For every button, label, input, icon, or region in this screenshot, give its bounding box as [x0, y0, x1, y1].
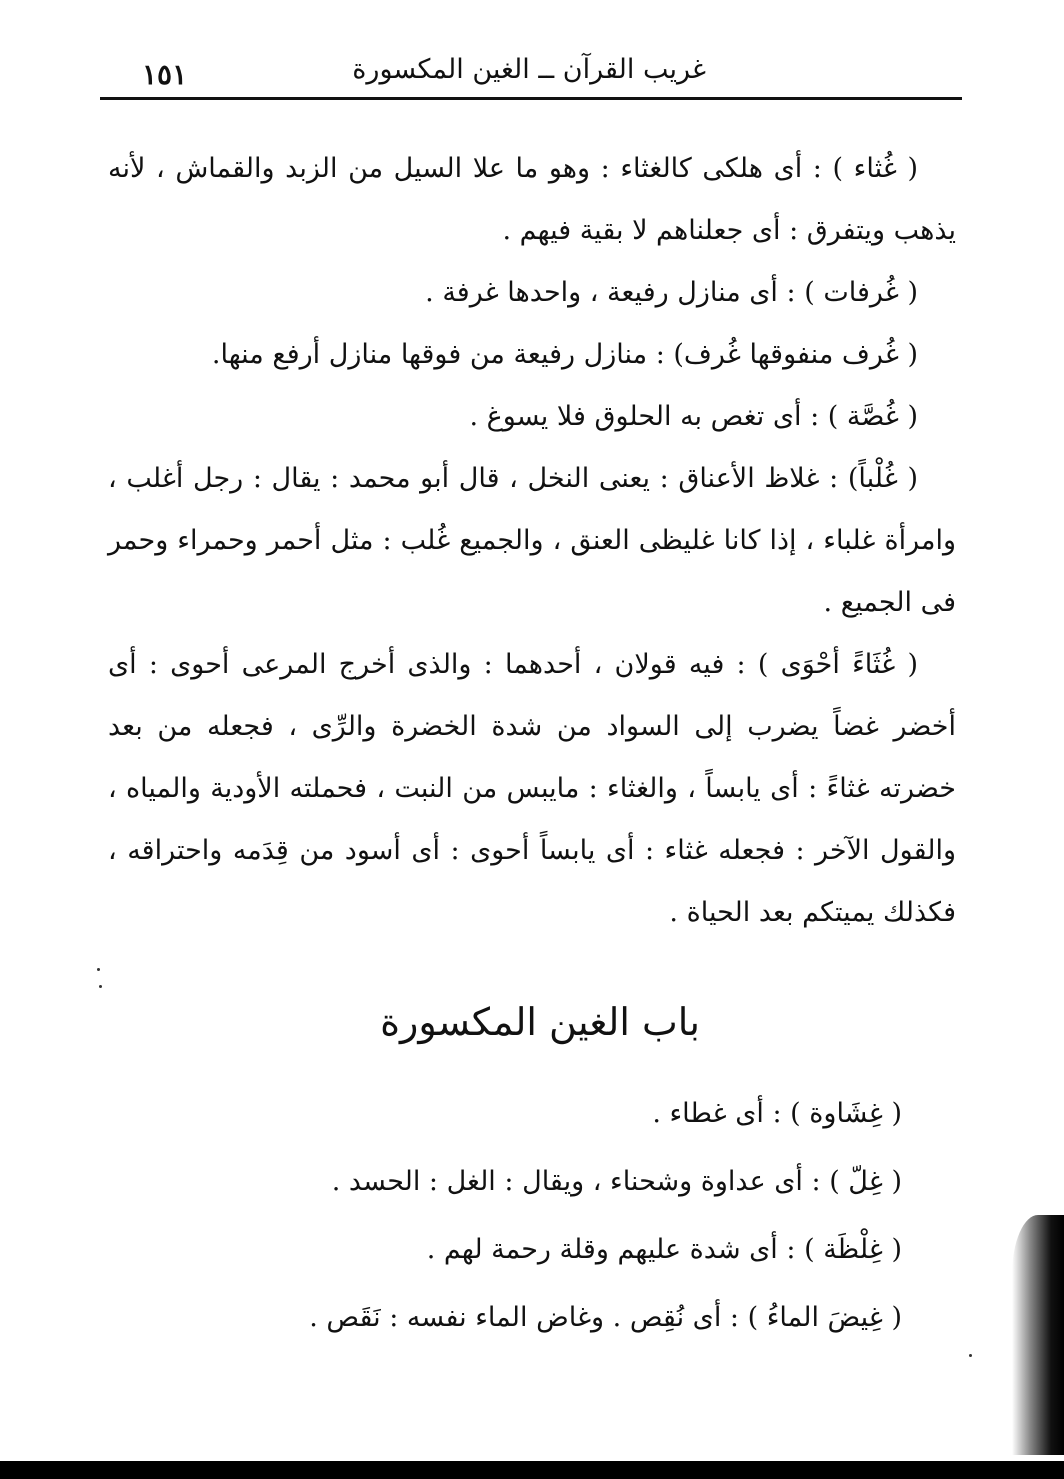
scan-bottom-border	[0, 1461, 1064, 1479]
running-title: غريب القرآن ــ الغين المكسورة	[352, 54, 706, 85]
main-text	[108, 138, 956, 944]
entry-ghussa: ( غُصَّة ) : أى تغص به الحلوق فلا يسوغ .	[469, 401, 918, 432]
scan-speck	[99, 985, 102, 988]
entry-ghuthaa-ahwa: ( غُثَاءً أحْوَى ) : فيه قولان ، أحدهما : والذى أخرج المرعى أحوى : أى أخضر غضاً يضرب إلى السواد من شدة الخضرة والرِّى ، فجعله من بعد خضرته غثاءً : أى يابساً ، والغثاء : مايبس من النبت ، فحملته الأودية والمياه ، والقول الآخر : فجعله غثاء : أى يابساً أحوى : أى أسود من قِدَمه واحتراقه ، فكذلك يميتكم بعد الحياة .	[108, 649, 957, 928]
header-rule	[100, 97, 962, 100]
entry-ghida: ( غِيضَ الماءُ ) : أى نُقِص . وغاض الماء نفسه : نَقَص .	[309, 1302, 902, 1333]
entry-ghuruf: ( غُرف منفوقها غُرف) : منازل رفيعة من فوقها منازل أرفع منها.	[211, 339, 918, 370]
scan-speck	[969, 1354, 972, 1357]
scan-speck	[97, 968, 100, 971]
scan-shadow-edge	[1012, 1215, 1064, 1455]
section-heading: باب الغين المكسورة	[380, 1000, 700, 1044]
entry-ghulban: ( غُلْباً) : غلاظ الأعناق : يعنى النخل ، قال أبو محمد : يقال : رجل أغلب ، وامرأة غلباء ، إذا كانا غليظى العنق ، والجميع غُلب : مثل أحمر وحمراء وحمر فى الجميع .	[108, 463, 956, 618]
entry-ghuthaa: ( غُثاء ) : أى هلكى كالغثاء : وهو ما علا السيل من الزبد والقماش ، لأنه يذهب ويتفرق : أى جعلناهم لا بقية فيهم .	[108, 153, 956, 246]
page-number: ١٥١	[142, 58, 188, 91]
entry-ghishawa: ( غِشَاوة ) : أى غطاء .	[652, 1098, 902, 1129]
page-header	[100, 40, 962, 96]
entry-ghurufat: ( غُرفات ) : أى منازل رفيعة ، واحدها غرفة .	[425, 277, 918, 308]
section-text	[108, 1080, 902, 1352]
entry-ghill: ( غِلّ ) : أى عداوة وشحناء ، ويقال : الغل : الحسد .	[331, 1166, 902, 1197]
entry-ghilza: ( غِلْظَة ) : أى شدة عليهم وقلة رحمة لهم .	[426, 1234, 902, 1265]
